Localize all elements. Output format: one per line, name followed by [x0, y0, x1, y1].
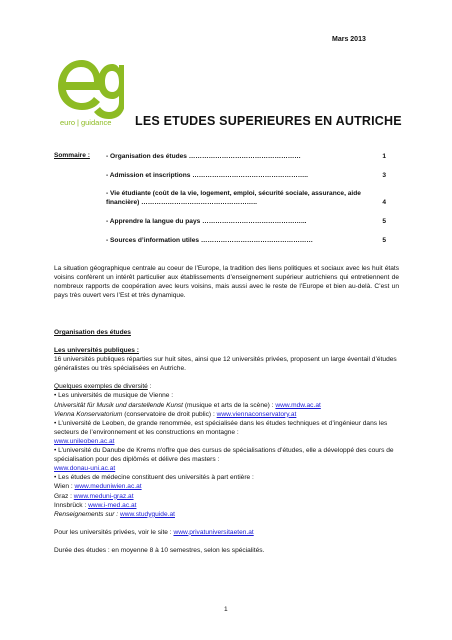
public-universities-text: 16 universités publiques réparties sur huit sites, ainsi que 12 universités privées, proposent un large éventail d’études généralistes ou très spécialisées en Autriche.	[54, 356, 397, 373]
section-heading: Organisation des études	[54, 329, 131, 336]
logo-text-euro: euro	[60, 118, 76, 127]
toc-item[interactable]	[106, 171, 386, 180]
toc-item-page: 1	[382, 153, 386, 160]
logo-text-guidance: guidance	[80, 118, 112, 127]
graz-label: Graz :	[54, 492, 74, 500]
graz-line	[54, 492, 399, 501]
vk-line	[54, 410, 399, 419]
leoben-link[interactable]: www.unileoben.ac.at	[54, 437, 115, 445]
mdw-line	[54, 401, 399, 410]
innsbruck-label: Innsbrück :	[54, 501, 89, 509]
studyguide-link[interactable]: www.studyguide.at	[119, 510, 175, 518]
vienna-music-item: • Les universités de musique de Vienne :	[54, 392, 174, 400]
toc-item-page: 5	[382, 218, 386, 225]
vk-desc: (conservatoire de droit public) :	[122, 410, 217, 418]
toc-item-page: 5	[382, 237, 386, 244]
document-title: LES ETUDES SUPERIEURES EN AUTRICHE	[135, 114, 402, 128]
page-number: 1	[224, 606, 228, 613]
wien-line	[54, 482, 399, 491]
leoben-item: • L’université de Leoben, de grande renommée, est spécialisée dans les études techniques et d’ingénieur dans les secteurs de l’environnement et les constructions en montagne :	[54, 419, 388, 436]
intro-paragraph: La situation géographique centrale au coeur de l’Europe, la tradition des liens politiques et sociaux avec les huit états voisins confèrent un intérêt particulier aux établissements d’enseignement supérieur autrichiens qui entretiennent de nombreux rapports de coopération avec leurs voisins, mais aussi avec le reste de l’Europe et bien au-delà. C’est un pays très ouvert vers l’Est et très dynamique.	[54, 265, 399, 300]
examples-label-colon: :	[147, 383, 152, 391]
medicine-item: • Les études de médecine constituent des universités à part entière :	[54, 474, 254, 482]
toc-item-page: 3	[382, 172, 386, 179]
toc-item[interactable]	[106, 236, 386, 245]
krems-link[interactable]: www.donau-uni.ac.at	[54, 465, 116, 473]
innsbruck-link[interactable]: www.i-med.ac.at	[88, 501, 137, 509]
vk-name: Vienna Konservatorium	[54, 410, 123, 418]
mdw-desc: (musique et arts de la scène) :	[183, 401, 276, 409]
mdw-name: Universität für Musik und darstellende Kunst	[54, 401, 184, 409]
private-text: Pour les universités privées, voir le site :	[54, 528, 174, 536]
info-line	[54, 510, 399, 519]
toc-item-text: - Sources d’information utiles ……………………………………………	[106, 237, 313, 244]
innsbruck-line	[54, 501, 399, 510]
private-line	[54, 528, 399, 537]
toc-label: Sommaire :	[54, 152, 90, 159]
wien-link[interactable]: www.meduniwien.ac.at	[74, 483, 142, 491]
logo-wordmark: euro | guidance	[60, 118, 112, 127]
toc-item[interactable]	[106, 217, 386, 226]
document-date: Mars 2013	[332, 36, 366, 43]
toc-item-text: - Admission et inscriptions ……………………………………………..	[106, 172, 308, 179]
duration-text: Durée des études : en moyenne 8 à 10 semestres, selon les spécialités.	[54, 546, 265, 554]
toc-item[interactable]	[106, 152, 386, 161]
toc-item[interactable]	[106, 189, 386, 207]
toc-item-text: - Apprendre la langue du pays ………………………………………...	[106, 218, 307, 225]
examples-label-text: Quelques exemples de diversité	[54, 383, 148, 391]
wien-label: Wien :	[54, 483, 75, 491]
toc-item-text: - Organisation des études ……………………………………………	[106, 153, 301, 160]
examples-label	[54, 382, 399, 391]
section-organisation	[54, 328, 399, 555]
subheading-public-universities: Les universités publiques :	[54, 347, 140, 355]
toc-item-page: 4	[382, 199, 386, 206]
info-label: Renseignements sur :	[54, 510, 120, 518]
toc-item-text: - Vie étudiante (coût de la vie, logement, emploi, sécurité sociale, assurance, aide financière) ……………………………………………..	[106, 190, 361, 206]
krems-item: • L’université du Danube de Krems n'offre que des cursus de spécialisations d’études, elle a développé des cours de spécialisation pour des diplômés et délivre des masters :	[54, 447, 394, 464]
private-universities-link[interactable]: www.privatuniversitaeten.at	[173, 528, 254, 536]
graz-link[interactable]: www.meduni-graz.at	[73, 492, 134, 500]
vk-link[interactable]: www.viennaconservatory.at	[216, 410, 297, 418]
mdw-link[interactable]: www.mdw.ac.at	[275, 401, 321, 409]
